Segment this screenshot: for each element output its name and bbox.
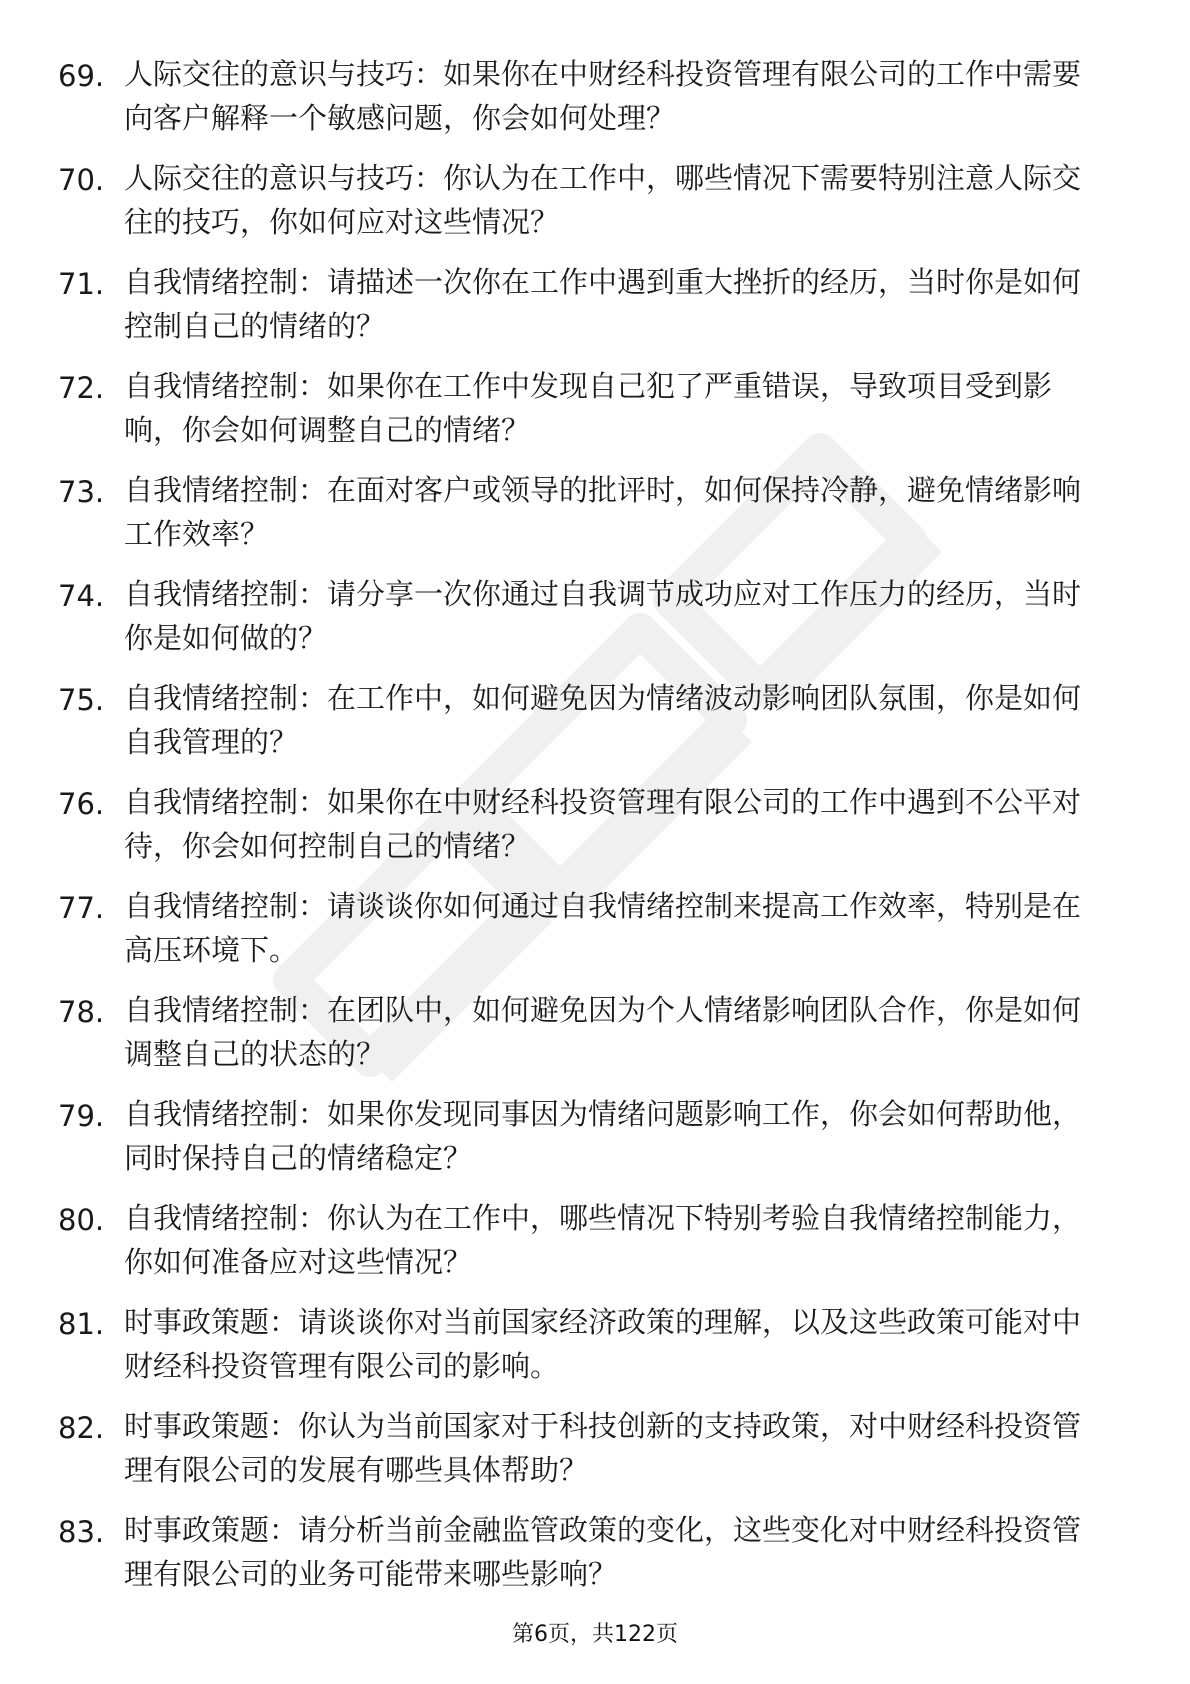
- question-item: [0, 364, 1190, 468]
- question-number: 78.: [58, 995, 105, 1029]
- page-footer: 第6页，共122页: [512, 1622, 678, 1647]
- question-item: [0, 1404, 1190, 1508]
- question-item: [0, 1508, 1190, 1612]
- question-number: 76.: [58, 787, 105, 821]
- question-text: 自我情绪控制：如果你在工作中发现自己犯了严重错误，导致项目受到影响，你会如何调整自己的情绪？: [124, 369, 1053, 447]
- question-list: [0, 52, 1190, 1612]
- question-item: [0, 468, 1190, 572]
- question-text: 时事政策题：请分析当前金融监管政策的变化，这些变化对中财经科投资管理有限公司的业务可能带来哪些影响？: [124, 1513, 1082, 1591]
- question-text: 人际交往的意识与技巧：如果你在中财经科投资管理有限公司的工作中需要向客户解释一个敏感问题，你会如何处理？: [124, 57, 1082, 135]
- question-number: 70.: [58, 163, 105, 197]
- question-number: 72.: [58, 371, 105, 405]
- question-item: [0, 260, 1190, 364]
- question-item: [0, 1300, 1190, 1404]
- question-text: 自我情绪控制：在面对客户或领导的批评时，如何保持冷静，避免情绪影响工作效率？: [124, 473, 1082, 551]
- question-text: 自我情绪控制：请描述一次你在工作中遇到重大挫折的经历，当时你是如何控制自己的情绪的？: [124, 265, 1082, 343]
- question-item: [0, 1196, 1190, 1300]
- question-item: [0, 156, 1190, 260]
- question-number: 75.: [58, 683, 105, 717]
- question-text: 时事政策题：你认为当前国家对于科技创新的支持政策，对中财经科投资管理有限公司的发展有哪些具体帮助？: [124, 1409, 1082, 1487]
- question-item: [0, 780, 1190, 884]
- question-number: 79.: [58, 1099, 105, 1133]
- question-text: 自我情绪控制：在团队中，如何避免因为个人情绪影响团队合作，你是如何调整自己的状态的？: [124, 993, 1082, 1071]
- question-number: 80.: [58, 1203, 105, 1237]
- question-number: 69.: [58, 59, 105, 93]
- question-number: 71.: [58, 267, 105, 301]
- question-item: [0, 52, 1190, 156]
- question-text: 自我情绪控制：你认为在工作中，哪些情况下特别考验自我情绪控制能力，你如何准备应对这些情况？: [124, 1201, 1082, 1279]
- question-text: 自我情绪控制：在工作中，如何避免因为情绪波动影响团队氛围，你是如何自我管理的？: [124, 681, 1082, 759]
- question-text: 自我情绪控制：请谈谈你如何通过自我情绪控制来提高工作效率，特别是在高压环境下。: [124, 889, 1082, 967]
- question-text: 时事政策题：请谈谈你对当前国家经济政策的理解，以及这些政策可能对中财经科投资管理有限公司的影响。: [124, 1305, 1082, 1383]
- question-text: 自我情绪控制：如果你在中财经科投资管理有限公司的工作中遇到不公平对待，你会如何控制自己的情绪？: [124, 785, 1082, 863]
- question-text: 人际交往的意识与技巧：你认为在工作中，哪些情况下需要特别注意人际交往的技巧，你如何应对这些情况？: [124, 161, 1082, 239]
- question-item: [0, 1092, 1190, 1196]
- question-text: 自我情绪控制：请分享一次你通过自我调节成功应对工作压力的经历，当时你是如何做的？: [124, 577, 1082, 655]
- question-number: 73.: [58, 475, 105, 509]
- question-item: [0, 988, 1190, 1092]
- question-item: [0, 884, 1190, 988]
- question-item: [0, 572, 1190, 676]
- question-number: 81.: [58, 1307, 105, 1341]
- question-item: [0, 676, 1190, 780]
- question-number: 83.: [58, 1515, 105, 1549]
- question-number: 77.: [58, 891, 105, 925]
- question-number: 82.: [58, 1411, 105, 1445]
- question-number: 74.: [58, 579, 105, 613]
- question-text: 自我情绪控制：如果你发现同事因为情绪问题影响工作，你会如何帮助他，同时保持自己的情绪稳定？: [124, 1097, 1082, 1175]
